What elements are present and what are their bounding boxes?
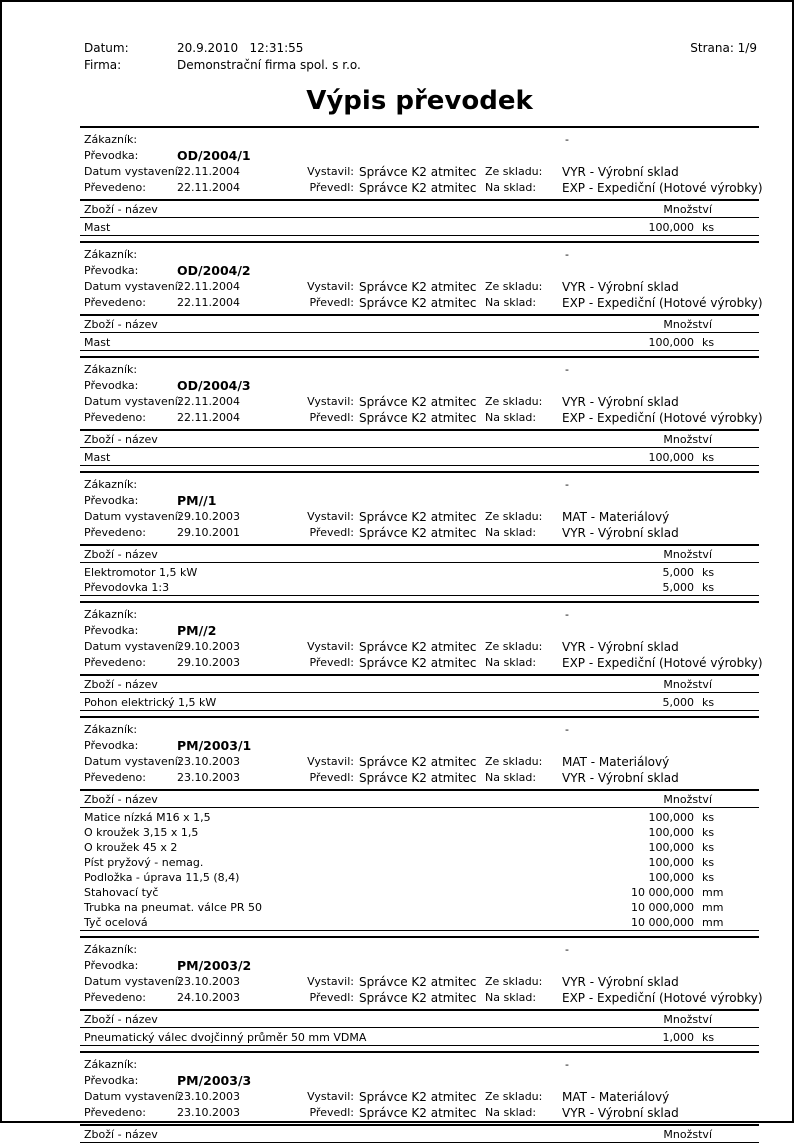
transferred-label: Převedeno: (84, 1106, 146, 1119)
issue-date-label: Datum vystavení: (84, 640, 182, 653)
item-unit: ks (702, 871, 715, 884)
goods-header: Zboží - název (84, 433, 158, 446)
issued-by-value: Správce K2 atmitec (359, 755, 477, 769)
issued-by-label: Vystavil: (307, 165, 354, 178)
customer-row (80, 607, 759, 623)
block-top-rule (80, 356, 759, 358)
transferred-row (80, 1105, 759, 1121)
block-top-rule (80, 936, 759, 938)
item-quantity: 10 000,000 (631, 886, 694, 899)
transfer-number: PM/2003/2 (177, 958, 252, 973)
transfer-row (80, 378, 759, 394)
block-top-rule (80, 1051, 759, 1053)
transfer-number: PM//1 (177, 493, 217, 508)
to-warehouse-value: VYR - Výrobní sklad (562, 526, 679, 540)
transfer-row (80, 263, 759, 279)
from-warehouse-label: Ze skladu: (485, 510, 543, 523)
block-top-rule (80, 601, 759, 603)
item-unit: ks (702, 451, 715, 464)
issue-date-value: 29.10.2003 (177, 640, 240, 653)
transferred-row (80, 525, 759, 541)
goods-header: Zboží - název (84, 548, 158, 561)
transferred-row (80, 990, 763, 1006)
transfer-block (80, 471, 759, 596)
issue-row (80, 279, 759, 295)
transfer-number: OD/2004/3 (177, 378, 251, 393)
from-warehouse-label: Ze skladu: (485, 1090, 543, 1103)
item-row (80, 915, 759, 930)
transferred-label: Převedeno: (84, 296, 146, 309)
issued-by-label: Vystavil: (307, 640, 354, 653)
item-unit: ks (702, 826, 715, 839)
issued-by-label: Vystavil: (307, 510, 354, 523)
transfer-date-value: 24.10.2003 (177, 991, 240, 1004)
transfer-label: Převodka: (84, 624, 139, 637)
transferred-row (80, 770, 759, 786)
items-table-header (80, 201, 759, 217)
issue-date-value: 23.10.2003 (177, 975, 240, 988)
item-quantity: 10 000,000 (631, 916, 694, 929)
items-list (80, 693, 759, 710)
block-end-rule (80, 710, 759, 711)
from-warehouse-label: Ze skladu: (485, 975, 543, 988)
transferred-by-value: Správce K2 atmitec (359, 411, 477, 425)
customer-value: - (565, 478, 569, 491)
item-row (80, 855, 759, 870)
items-list (80, 563, 759, 595)
item-name: Píst pryžový - nemag. (84, 856, 204, 869)
transfer-block (80, 936, 763, 1046)
item-name: Podložka - úprava 11,5 (8,4) (84, 871, 240, 884)
item-name: Elektromotor 1,5 kW (84, 566, 198, 579)
transferred-row (80, 655, 763, 671)
page-number: Strana: 1/9 (690, 41, 757, 55)
issued-by-label: Vystavil: (307, 1090, 354, 1103)
to-warehouse-label: Na sklad: (485, 526, 537, 539)
customer-value: - (565, 943, 569, 956)
customer-row (80, 722, 759, 738)
item-row (80, 580, 759, 595)
issue-row (80, 394, 759, 410)
transfer-blocks (80, 126, 763, 1143)
transfer-label: Převodka: (84, 959, 139, 972)
transfer-date-value: 22.11.2004 (177, 181, 240, 194)
transferred-label: Převedeno: (84, 181, 146, 194)
customer-value: - (565, 608, 569, 621)
issued-by-value: Správce K2 atmitec (359, 165, 477, 179)
from-warehouse-value: VYR - Výrobní sklad (562, 280, 679, 294)
from-warehouse-value: VYR - Výrobní sklad (562, 395, 679, 409)
to-warehouse-value: EXP - Expediční (Hotové výrobky) (562, 296, 763, 310)
item-quantity: 5,000 (662, 696, 694, 709)
issue-row (80, 509, 759, 525)
transfer-date-value: 23.10.2003 (177, 771, 240, 784)
report-title: Výpis převodek (306, 86, 533, 116)
to-warehouse-label: Na sklad: (485, 296, 537, 309)
transfer-number: PM/2003/1 (177, 738, 252, 753)
transfer-block (80, 1051, 759, 1143)
item-name: O kroužek 3,15 x 1,5 (84, 826, 199, 839)
issued-by-value: Správce K2 atmitec (359, 975, 477, 989)
issued-by-label: Vystavil: (307, 755, 354, 768)
goods-header: Zboží - název (84, 203, 158, 216)
customer-label: Zákazník: (84, 943, 138, 956)
issued-by-value: Správce K2 atmitec (359, 395, 477, 409)
issued-by-value: Správce K2 atmitec (359, 640, 477, 654)
item-unit: ks (702, 221, 715, 234)
transferred-label: Převedeno: (84, 411, 146, 424)
item-name: Tyč ocelová (84, 916, 148, 929)
customer-label: Zákazník: (84, 248, 138, 261)
issue-date-label: Datum vystavení: (84, 755, 182, 768)
item-name: Trubka na pneumat. válce PR 50 (84, 901, 263, 914)
item-quantity: 100,000 (648, 336, 694, 349)
item-name: Pohon elektrický 1,5 kW (84, 696, 217, 709)
customer-label: Zákazník: (84, 133, 138, 146)
transfer-block (80, 126, 763, 236)
item-row (80, 448, 759, 465)
item-name: Mast (84, 336, 111, 349)
item-row (80, 808, 759, 825)
goods-header: Zboží - název (84, 318, 158, 331)
block-end-rule (80, 595, 759, 596)
item-quantity: 5,000 (662, 581, 694, 594)
transfer-label: Převodka: (84, 149, 139, 162)
block-end-rule (80, 1045, 759, 1046)
item-name: Matice nízká M16 x 1,5 (84, 811, 211, 824)
from-warehouse-value: VYR - Výrobní sklad (562, 640, 679, 654)
issue-date-label: Datum vystavení: (84, 395, 182, 408)
issue-row (80, 974, 759, 990)
transferred-label: Převedeno: (84, 656, 146, 669)
to-warehouse-value: EXP - Expediční (Hotové výrobky) (562, 656, 763, 670)
to-warehouse-label: Na sklad: (485, 181, 537, 194)
customer-value: - (565, 723, 569, 736)
transferred-by-value: Správce K2 atmitec (359, 526, 477, 540)
transfer-block (80, 241, 763, 351)
quantity-header: Množství (663, 1013, 712, 1026)
customer-row (80, 247, 759, 263)
issue-date-value: 23.10.2003 (177, 1090, 240, 1103)
customer-value: - (565, 248, 569, 261)
item-unit: ks (702, 1031, 715, 1044)
item-row (80, 900, 759, 915)
item-unit: mm (702, 916, 724, 929)
transferred-by-value: Správce K2 atmitec (359, 656, 477, 670)
item-quantity: 100,000 (648, 856, 694, 869)
items-table-header (80, 676, 759, 692)
item-quantity: 100,000 (648, 826, 694, 839)
item-quantity: 100,000 (648, 841, 694, 854)
to-warehouse-label: Na sklad: (485, 656, 537, 669)
item-unit: ks (702, 566, 715, 579)
quantity-header: Množství (663, 203, 712, 216)
block-end-rule (80, 930, 759, 931)
customer-label: Zákazník: (84, 1058, 138, 1071)
block-end-rule (80, 350, 759, 351)
transferred-by-label: Převedl: (309, 656, 354, 669)
items-table-header (80, 546, 759, 562)
transfer-row (80, 738, 759, 754)
to-warehouse-label: Na sklad: (485, 991, 537, 1004)
quantity-header: Množství (663, 433, 712, 446)
goods-header: Zboží - název (84, 678, 158, 691)
transfer-label: Převodka: (84, 494, 139, 507)
item-row (80, 563, 759, 580)
item-unit: ks (702, 696, 715, 709)
transfer-row (80, 1073, 759, 1089)
transfer-date-value: 29.10.2001 (177, 526, 240, 539)
item-quantity: 10 000,000 (631, 901, 694, 914)
item-row (80, 218, 759, 235)
item-quantity: 100,000 (648, 871, 694, 884)
block-top-rule (80, 716, 759, 718)
transfer-block (80, 716, 759, 931)
transfer-date-value: 22.11.2004 (177, 296, 240, 309)
issue-date-value: 22.11.2004 (177, 165, 240, 178)
from-warehouse-value: MAT - Materiálový (562, 510, 670, 524)
goods-header: Zboží - název (84, 793, 158, 806)
item-name: Mast (84, 221, 111, 234)
date-label: Datum: (84, 41, 129, 55)
issued-by-label: Vystavil: (307, 280, 354, 293)
items-table-header (80, 431, 759, 447)
items-table-header (80, 1126, 759, 1142)
to-warehouse-value: EXP - Expediční (Hotové výrobky) (562, 991, 763, 1005)
customer-row (80, 132, 759, 148)
issue-date-label: Datum vystavení: (84, 975, 182, 988)
transferred-by-value: Správce K2 atmitec (359, 991, 477, 1005)
issued-by-label: Vystavil: (307, 395, 354, 408)
header-date-row (80, 40, 759, 57)
issue-row (80, 639, 759, 655)
items-table-header (80, 1011, 759, 1027)
item-name: Pneumatický válec dvojčinný průměr 50 mm VDMA (84, 1031, 367, 1044)
transferred-by-value: Správce K2 atmitec (359, 296, 477, 310)
from-warehouse-label: Ze skladu: (485, 640, 543, 653)
item-row (80, 1028, 759, 1045)
item-unit: ks (702, 811, 715, 824)
to-warehouse-value: EXP - Expediční (Hotové výrobky) (562, 411, 763, 425)
item-row (80, 840, 759, 855)
to-warehouse-label: Na sklad: (485, 771, 537, 784)
item-row (80, 693, 759, 710)
item-quantity: 1,000 (662, 1031, 694, 1044)
quantity-header: Množství (663, 678, 712, 691)
transfer-number: OD/2004/2 (177, 263, 251, 278)
transferred-by-value: Správce K2 atmitec (359, 771, 477, 785)
from-warehouse-label: Ze skladu: (485, 755, 543, 768)
items-list (80, 218, 759, 235)
transfer-date-value: 23.10.2003 (177, 1106, 240, 1119)
issue-date-label: Datum vystavení: (84, 165, 182, 178)
customer-label: Zákazník: (84, 363, 138, 376)
item-quantity: 100,000 (648, 221, 694, 234)
customer-row (80, 362, 759, 378)
transfer-label: Převodka: (84, 1074, 139, 1087)
item-quantity: 5,000 (662, 566, 694, 579)
block-end-rule (80, 465, 759, 466)
items-list (80, 1028, 759, 1045)
from-warehouse-label: Ze skladu: (485, 165, 543, 178)
item-name: Stahovací tyč (84, 886, 159, 899)
transfer-date-value: 22.11.2004 (177, 411, 240, 424)
issued-by-value: Správce K2 atmitec (359, 1090, 477, 1104)
to-warehouse-value: VYR - Výrobní sklad (562, 771, 679, 785)
from-warehouse-label: Ze skladu: (485, 280, 543, 293)
transferred-label: Převedeno: (84, 526, 146, 539)
item-row (80, 333, 759, 350)
customer-row (80, 477, 759, 493)
transferred-by-value: Správce K2 atmitec (359, 1106, 477, 1120)
customer-label: Zákazník: (84, 608, 138, 621)
items-list (80, 333, 759, 350)
block-top-rule (80, 241, 759, 243)
company-value: Demonstrační firma spol. s r.o. (177, 58, 361, 72)
transfer-row (80, 623, 759, 639)
quantity-header: Množství (663, 318, 712, 331)
issue-date-value: 22.11.2004 (177, 280, 240, 293)
item-name: O kroužek 45 x 2 (84, 841, 178, 854)
customer-label: Zákazník: (84, 723, 138, 736)
transferred-label: Převedeno: (84, 771, 146, 784)
transferred-row (80, 180, 763, 196)
transferred-by-label: Převedl: (309, 771, 354, 784)
transferred-by-label: Převedl: (309, 1106, 354, 1119)
item-unit: ks (702, 841, 715, 854)
to-warehouse-value: EXP - Expediční (Hotové výrobky) (562, 181, 763, 195)
block-end-rule (80, 235, 759, 236)
transferred-by-label: Převedl: (309, 526, 354, 539)
customer-label: Zákazník: (84, 478, 138, 491)
transferred-row (80, 295, 763, 311)
issue-date-label: Datum vystavení: (84, 280, 182, 293)
customer-value: - (565, 1058, 569, 1071)
issue-date-label: Datum vystavení: (84, 510, 182, 523)
issue-date-value: 22.11.2004 (177, 395, 240, 408)
block-top-rule (80, 471, 759, 473)
company-label: Firma: (84, 58, 122, 72)
transferred-by-label: Převedl: (309, 411, 354, 424)
transfer-number: PM/2003/3 (177, 1073, 252, 1088)
issue-row (80, 1089, 759, 1105)
transfer-row (80, 148, 759, 164)
issued-by-label: Vystavil: (307, 975, 354, 988)
from-warehouse-value: MAT - Materiálový (562, 1090, 670, 1104)
customer-value: - (565, 363, 569, 376)
to-warehouse-label: Na sklad: (485, 1106, 537, 1119)
item-unit: mm (702, 901, 724, 914)
item-row (80, 870, 759, 885)
item-quantity: 100,000 (648, 811, 694, 824)
items-table-header (80, 316, 759, 332)
item-name: Mast (84, 451, 111, 464)
transferred-by-value: Správce K2 atmitec (359, 181, 477, 195)
transfer-number: OD/2004/1 (177, 148, 251, 163)
from-warehouse-value: VYR - Výrobní sklad (562, 165, 679, 179)
customer-value: - (565, 133, 569, 146)
item-row (80, 825, 759, 840)
transfer-block (80, 356, 763, 466)
to-warehouse-value: VYR - Výrobní sklad (562, 1106, 679, 1120)
issue-date-value: 23.10.2003 (177, 755, 240, 768)
block-top-rule (80, 126, 759, 128)
transferred-label: Převedeno: (84, 991, 146, 1004)
items-list (80, 448, 759, 465)
item-name: Převodovka 1:3 (84, 581, 170, 594)
customer-row (80, 1057, 759, 1073)
transfer-row (80, 493, 759, 509)
item-quantity: 100,000 (648, 451, 694, 464)
transfer-row (80, 958, 759, 974)
issue-date-value: 29.10.2003 (177, 510, 240, 523)
issued-by-value: Správce K2 atmitec (359, 510, 477, 524)
date-value: 20.9.2010 12:31:55 (177, 41, 304, 55)
items-table-header (80, 791, 759, 807)
quantity-header: Množství (663, 793, 712, 806)
from-warehouse-value: VYR - Výrobní sklad (562, 975, 679, 989)
goods-header: Zboží - název (84, 1128, 158, 1141)
items-list (80, 808, 759, 930)
item-unit: ks (702, 336, 715, 349)
customer-row (80, 942, 759, 958)
issued-by-value: Správce K2 atmitec (359, 280, 477, 294)
from-warehouse-label: Ze skladu: (485, 395, 543, 408)
transfer-label: Převodka: (84, 379, 139, 392)
transfer-number: PM//2 (177, 623, 217, 638)
item-unit: mm (702, 886, 724, 899)
quantity-header: Množství (663, 548, 712, 561)
issue-row (80, 754, 759, 770)
quantity-header: Množství (663, 1128, 712, 1141)
transferred-by-label: Převedl: (309, 991, 354, 1004)
item-row (80, 885, 759, 900)
from-warehouse-value: MAT - Materiálový (562, 755, 670, 769)
item-unit: ks (702, 581, 715, 594)
transfer-label: Převodka: (84, 264, 139, 277)
transferred-row (80, 410, 763, 426)
item-unit: ks (702, 856, 715, 869)
goods-header: Zboží - název (84, 1013, 158, 1026)
header-company-row (80, 57, 759, 74)
issue-date-label: Datum vystavení: (84, 1090, 182, 1103)
issue-row (80, 164, 759, 180)
transfer-label: Převodka: (84, 739, 139, 752)
transfer-block (80, 601, 763, 711)
transferred-by-label: Převedl: (309, 296, 354, 309)
transferred-by-label: Převedl: (309, 181, 354, 194)
to-warehouse-label: Na sklad: (485, 411, 537, 424)
transfer-date-value: 29.10.2003 (177, 656, 240, 669)
report-content (80, 2, 763, 1148)
